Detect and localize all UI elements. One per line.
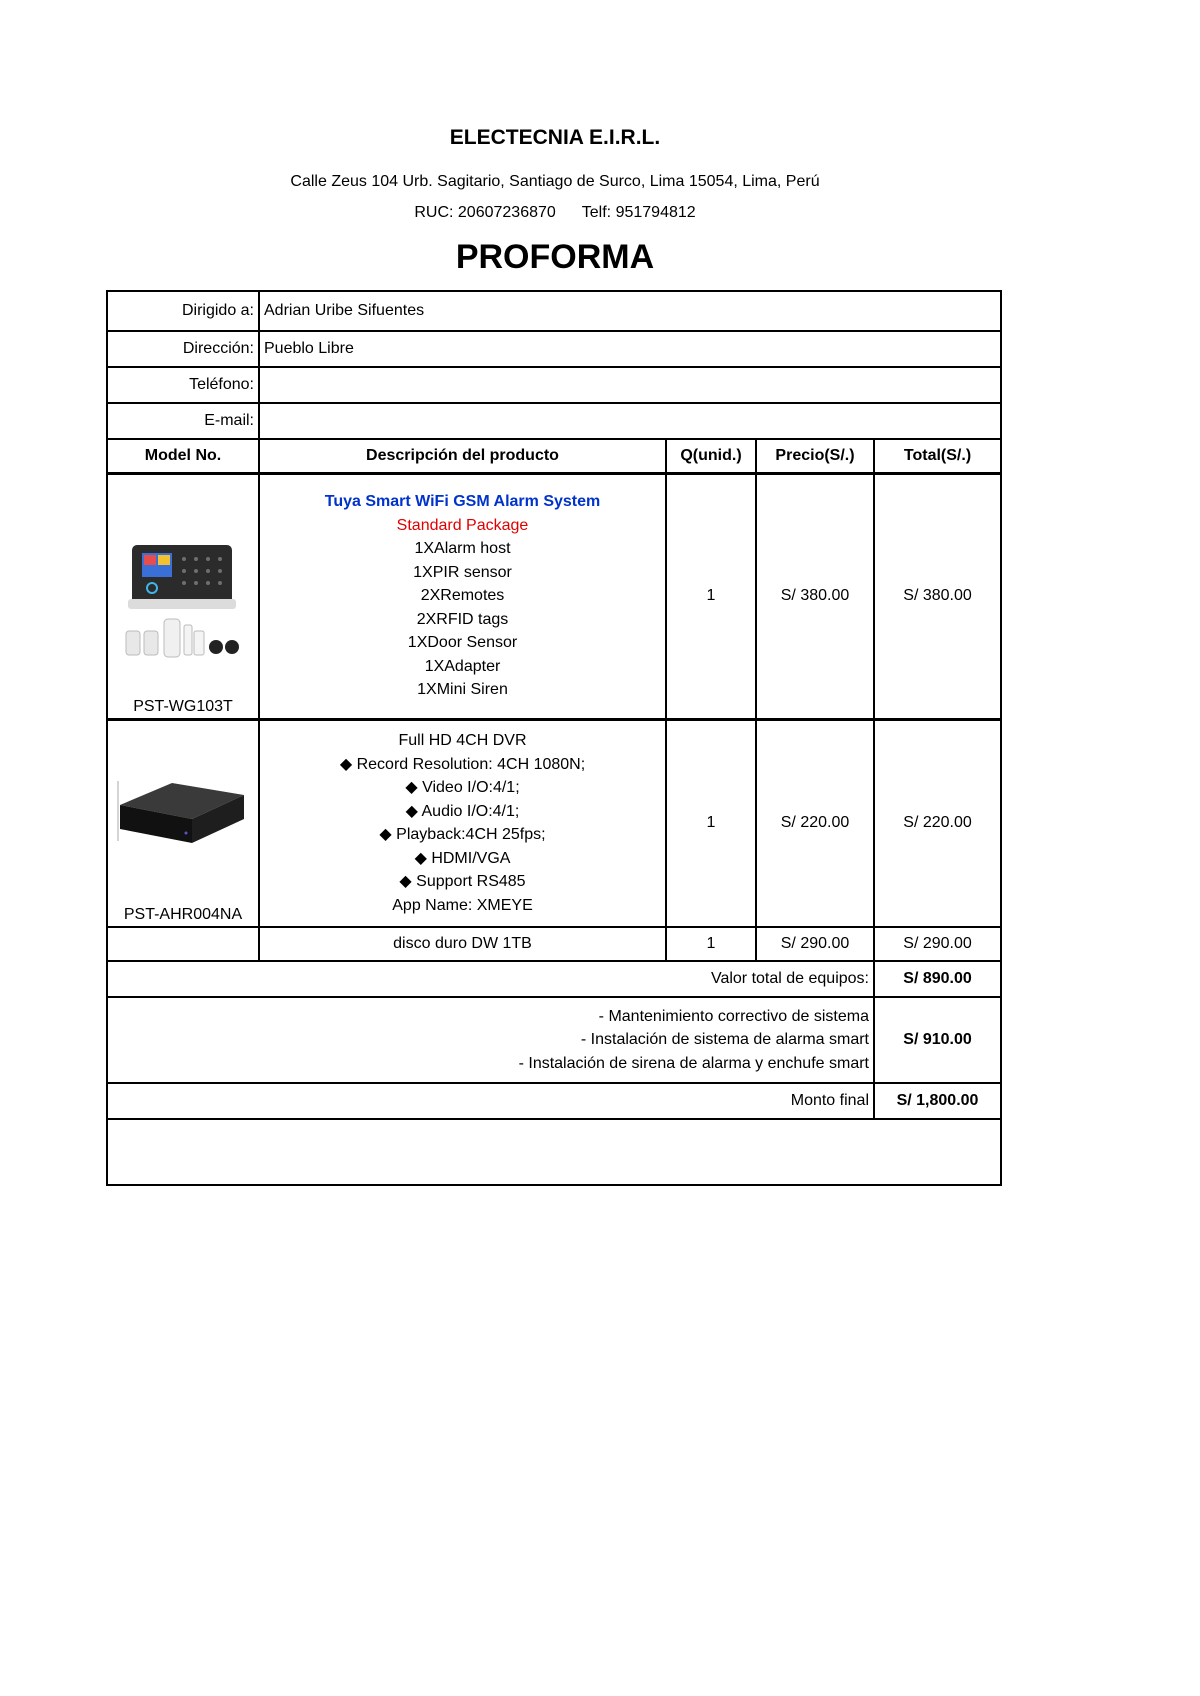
- service-item: - Mantenimiento correctivo de sistema: [598, 1007, 869, 1025]
- company-name: ELECTECNIA E.I.R.L.: [449, 126, 661, 149]
- item-subtitle: Standard Package: [396, 516, 529, 534]
- item-line: 1XMini Siren: [417, 681, 508, 699]
- item-model-cell: [107, 719, 259, 927]
- equipment-total-row: [107, 961, 1001, 997]
- company-ids: [0, 204, 1110, 222]
- services-row: [107, 997, 1001, 1083]
- col-total: Total(S/.): [874, 439, 1001, 473]
- item-qty: 1: [666, 719, 756, 927]
- table-row: [107, 719, 1001, 927]
- company-address: Calle Zeus 104 Urb. Sagitario, Santiago de Surco, Lima 15054, Lima, Perú: [290, 173, 820, 190]
- item-line: ◆ Playback:4CH 25fps;: [379, 826, 546, 844]
- client-address-row: [107, 331, 1001, 367]
- item-description: [259, 719, 666, 927]
- item-total: S/ 380.00: [874, 473, 1001, 719]
- item-description: [259, 473, 666, 719]
- client-email-label: E-mail:: [107, 403, 259, 439]
- item-title: Tuya Smart WiFi GSM Alarm System: [324, 493, 601, 511]
- services-value: S/ 910.00: [874, 997, 1001, 1083]
- client-phone-row: [107, 367, 1001, 403]
- service-item: - Instalación de sirena de alarma y enchufe smart: [518, 1054, 869, 1072]
- item-line: 1XAdapter: [424, 657, 501, 675]
- table-row: [107, 473, 1001, 719]
- table-header-row: [107, 439, 1001, 473]
- item-line: ◆ Record Resolution: 4CH 1080N;: [339, 755, 586, 773]
- item-total: S/ 220.00: [874, 719, 1001, 927]
- item-price: S/ 220.00: [756, 719, 874, 927]
- item-qty: 1: [666, 473, 756, 719]
- client-to-label: Dirigido a:: [107, 291, 259, 331]
- company-ruc: RUC: 20607236870: [414, 204, 556, 221]
- final-amount-value: S/ 1,800.00: [874, 1083, 1001, 1119]
- client-email-row: [107, 403, 1001, 439]
- final-amount-label: Monto final: [107, 1083, 874, 1119]
- col-model: Model No.: [107, 439, 259, 473]
- equipment-total-label: Valor total de equipos:: [107, 961, 874, 997]
- equipment-total-value: S/ 890.00: [874, 961, 1001, 997]
- item-line: 2XRFID tags: [416, 610, 509, 628]
- client-address-value: Pueblo Libre: [259, 331, 1001, 367]
- item-qty: 1: [666, 927, 756, 961]
- client-phone-value: [259, 367, 1001, 403]
- item-total: S/ 290.00: [874, 927, 1001, 961]
- document-title: PROFORMA: [455, 238, 655, 276]
- dvr-image: [116, 779, 246, 849]
- item-line: ◆ HDMI/VGA: [414, 849, 511, 867]
- service-item: - Instalación de sistema de alarma smart: [580, 1031, 869, 1049]
- item-line: 1XAlarm host: [414, 540, 511, 558]
- client-to-value: Adrian Uribe Sifuentes: [259, 291, 1001, 331]
- company-telf: Telf: 951794812: [581, 204, 696, 221]
- item-line: ◆ Audio I/O:4/1;: [405, 802, 520, 820]
- item-model: PST-WG103T: [133, 697, 233, 715]
- col-qty: Q(unid.): [666, 439, 756, 473]
- item-price: S/ 380.00: [756, 473, 874, 719]
- client-email-value: [259, 403, 1001, 439]
- col-price: Precio(S/.): [756, 439, 874, 473]
- client-phone-label: Teléfono:: [107, 367, 259, 403]
- item-model-cell: [107, 473, 259, 719]
- item-line: ◆ Support RS485: [399, 873, 526, 891]
- client-address-label: Dirección:: [107, 331, 259, 367]
- item-model: [107, 927, 259, 961]
- item-model: PST-AHR004NA: [123, 906, 243, 923]
- item-title: Full HD 4CH DVR: [398, 732, 527, 750]
- item-line: App Name: XMEYE: [392, 896, 533, 914]
- item-line: ◆ Video I/O:4/1;: [405, 779, 520, 797]
- item-price: S/ 290.00: [756, 927, 874, 961]
- final-amount-row: [107, 1083, 1001, 1119]
- item-line: 1XPIR sensor: [413, 563, 512, 581]
- alarm-kit-image: [118, 545, 248, 675]
- col-description: Descripción del producto: [259, 439, 666, 473]
- proforma-table: [106, 290, 1002, 1186]
- services-list: [107, 997, 874, 1083]
- notes-row: [107, 1119, 1001, 1185]
- table-row: [107, 927, 1001, 961]
- item-title: disco duro DW 1TB: [259, 927, 666, 961]
- notes-cell: [107, 1119, 1001, 1185]
- item-line: 1XDoor Sensor: [407, 634, 518, 652]
- client-to-row: [107, 291, 1001, 331]
- item-line: 2XRemotes: [420, 587, 505, 605]
